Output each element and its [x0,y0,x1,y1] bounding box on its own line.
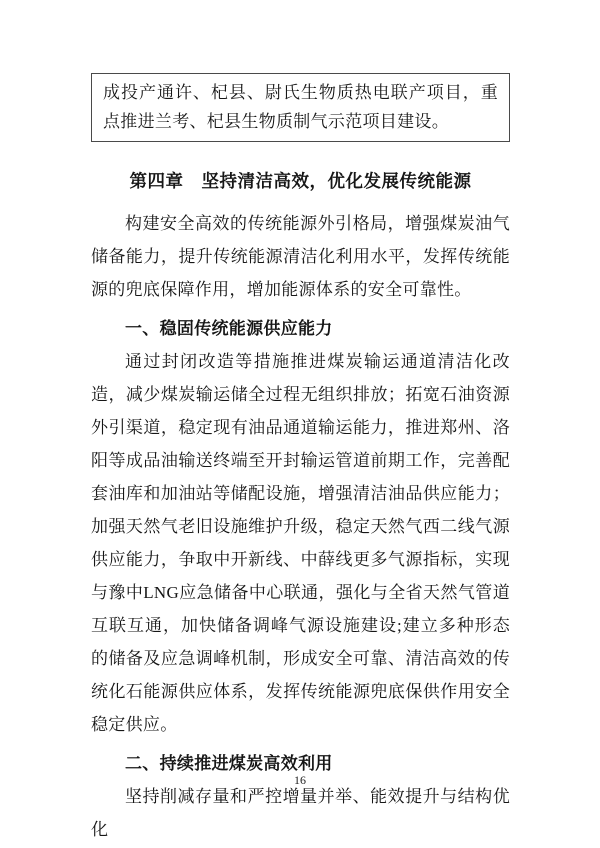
chapter-title: 第四章 坚持清洁高效，优化发展传统能源 [129,171,472,191]
page-number: 16 [294,773,306,787]
section-2-body: 坚持削减存量和严控增量并举、能效提升与结构优化 [91,787,510,839]
continued-paragraph-box: 成投产通许、杞县、尉氏生物质热电联产项目，重点推进兰考、杞县生物质制气示范项目建设。 [91,73,510,142]
section-1-body: 通过封闭改造等措施推进煤炭输运通道清洁化改造，减少煤炭输运储全过程无组织排放；拓宽石油资源外引渠道，稳定现有油品通道输运能力，推进郑州、洛阳等成品油输送终端至开封输运管道前期工作，完善配套油库和加油站等储配设施，增强清洁油品供应能力；加强天然气老旧设施维护升级，稳定天然气西二线气源供应能力，争取中开新线、中薛线更多气源指标，实现与豫中LNG应急储备中心联通，强化与全省天然气管道互联互通，加快储备调峰气源设施建设;建立多种形态的储备及应急调峰机制，形成安全可靠、清洁高效的传统化石能源供应体系，发挥传统能源兜底保供作用安全稳定供应。 [91,352,510,734]
section-2-heading: 二、持续推进煤炭高效利用 [125,754,333,773]
page-content [91,0,510,846]
chapter-intro-paragraph: 构建安全高效的传统能源外引格局，增强煤炭油气储备能力，提升传统能源清洁化利用水平，发挥传统能源的兜底保障作用，增加能源体系的安全可靠性。 [91,214,510,299]
section-1-heading: 一、稳固传统能源供应能力 [125,319,333,338]
